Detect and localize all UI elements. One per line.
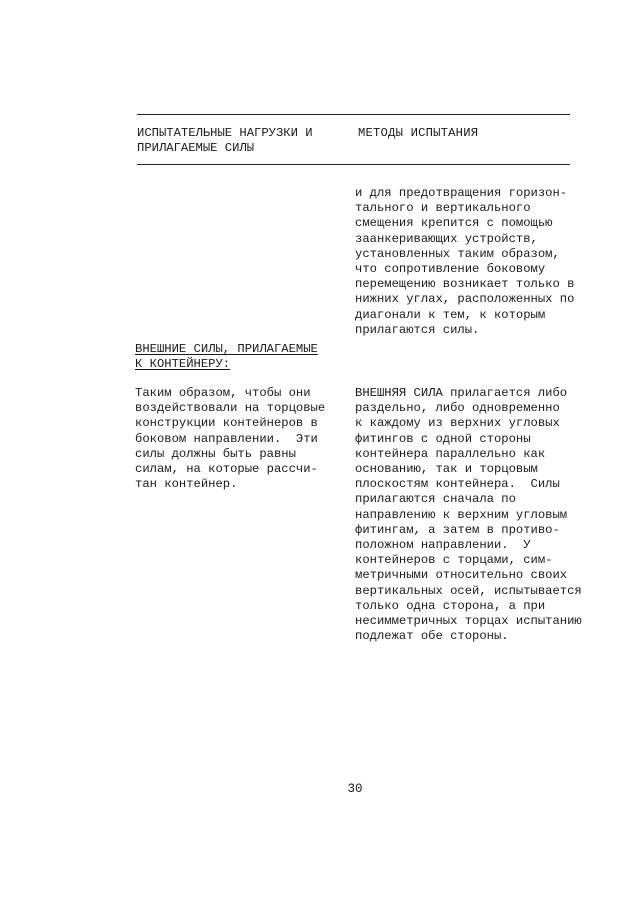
- method-continuation-paragraph: и для предотвращения горизон- тального и вертикального смещения крепится с помощью заанкеривающих устройств, установленных таким образом, что сопротивление боковому перемещению возникает только в нижних углах, расположенных по диагонали к тем, к которым прилагаются силы.: [355, 186, 575, 337]
- section-heading-external-forces: ВНЕШНИЕ СИЛЫ, ПРИЛАГАЕМЫЕ К КОНТЕЙНЕРУ:: [135, 342, 318, 372]
- header-bottom-rule: [137, 164, 570, 165]
- method-description-paragraph: ВНЕШНЯЯ СИЛА прилагается либо раздельно, либо одновременно к каждому из верхних угловых фитингов с одной стороны контейнера параллельно как основанию, так и торцовым плоскостям контейнера. Силы прилагаются сначала по направлению к верхним угловым фитингам, а затем в противо- положном направлении. У контейнеров с торцами, сим- метричными относительно своих вертикальных осей, испытывается только одна сторона, а при несимметричных торцах испытанию подлежат обе стороны.: [355, 386, 582, 644]
- header-test-loads-title: ИСПЫТАТЕЛЬНЫЕ НАГРУЗКИ И ПРИЛАГАЕМЫЕ СИЛЫ: [137, 126, 313, 156]
- header-test-methods-title: МЕТОДЫ ИСПЫТАНИЯ: [358, 126, 479, 140]
- load-description-paragraph: Таким образом, чтобы они воздействовали на торцовые конструкции контейнеров в боковом направлении. Эти силы должны быть равны силам, на которые рассчи- тан контейнер.: [135, 386, 326, 492]
- page-number: 30: [347, 782, 363, 796]
- header-top-rule: [137, 114, 570, 115]
